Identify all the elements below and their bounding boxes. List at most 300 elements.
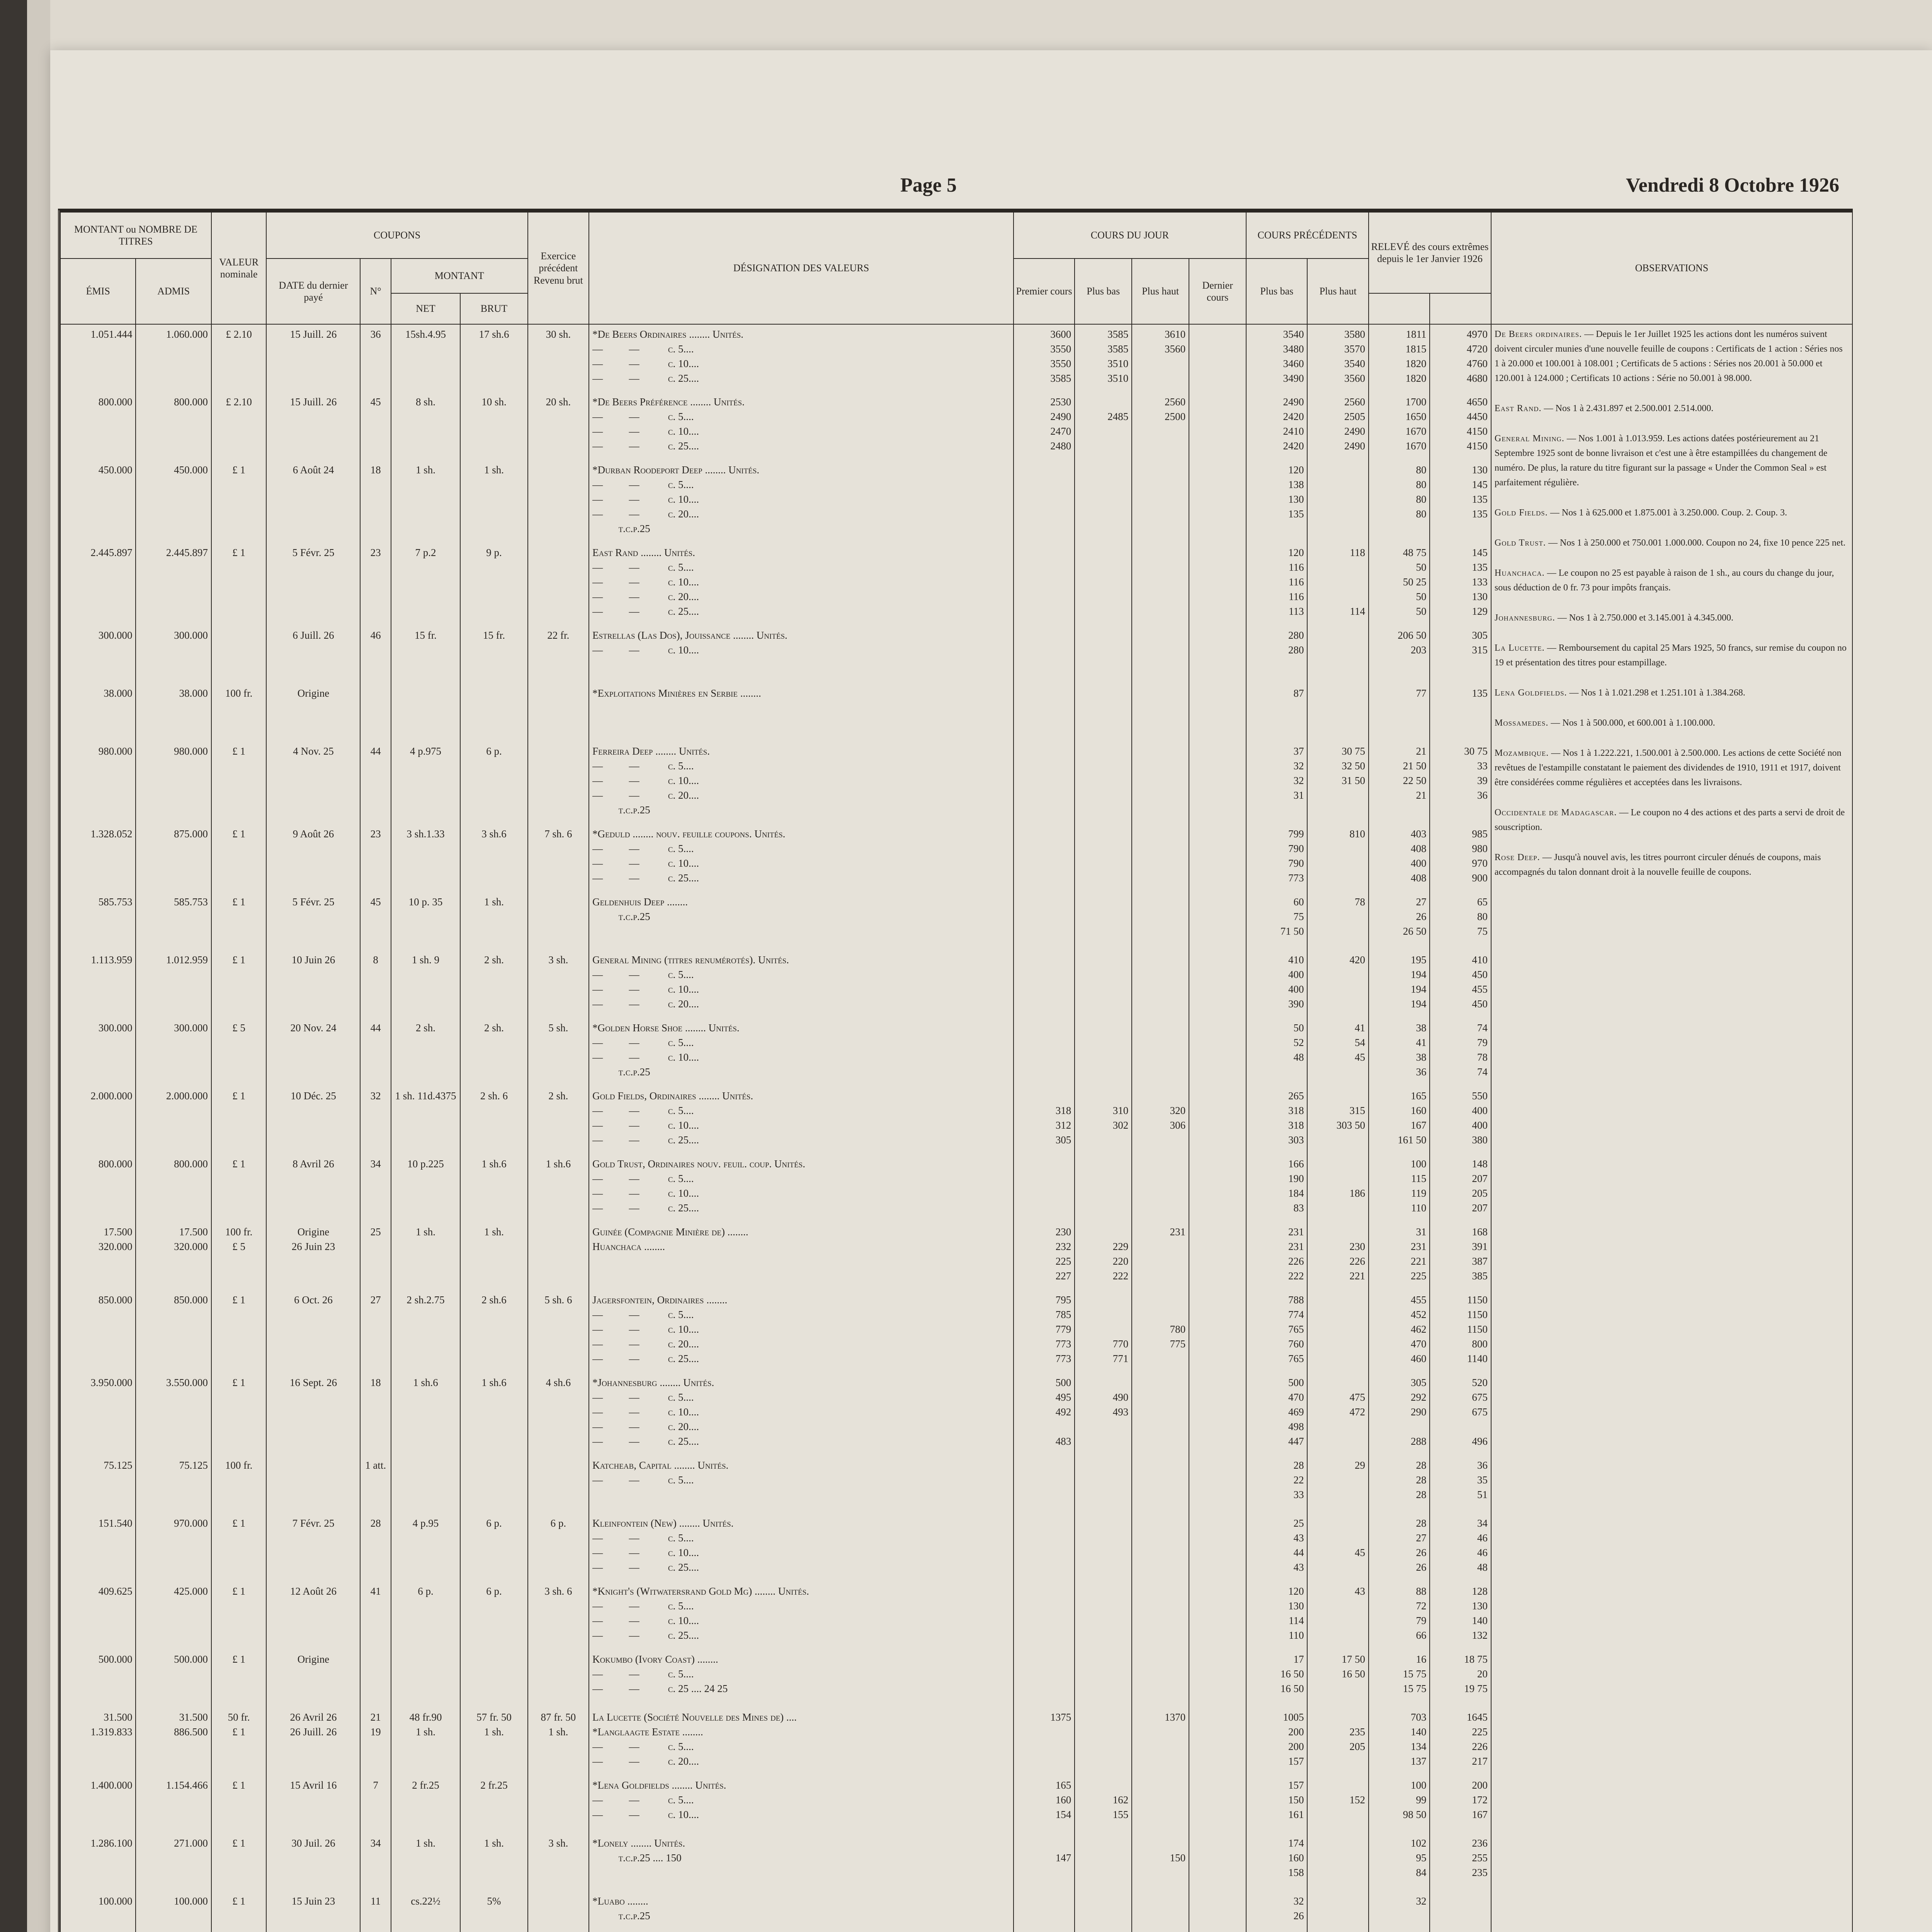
emis-cell: 2.445.897 <box>60 543 136 626</box>
plus-haut-cell <box>1132 1776 1189 1833</box>
designation-cell: *Golden Horse Shoe ........ Unités. — — c. 5.... — — c. 10.... t.c.p.25 <box>589 1018 1014 1086</box>
exercice-revenu-cell <box>528 543 589 626</box>
precedent-bas-cell: 3540 3480 3460 3490 <box>1246 324 1307 392</box>
releve-haut-cell: 305 315 <box>1430 626 1491 684</box>
precedent-bas-cell: 166 190 184 83 <box>1246 1154 1307 1222</box>
coupon-number-cell: 44 <box>360 742 391 824</box>
admis-header: ADMIS <box>136 259 211 324</box>
releve-bas-cell: 48 75 50 50 25 50 50 <box>1369 543 1430 626</box>
coupon-number-cell: 28 <box>360 1514 391 1582</box>
precedent-bas-cell: 87 <box>1246 684 1307 742</box>
releve-bas-cell: 102 95 84 <box>1369 1833 1430 1891</box>
observation-text: — Depuis le 1er Juillet 1925 les actions dont les numéros suivent doivent circuler munies d'une nouvelle feuille de coupons : Certificats de 1 action : Séries nos 1 à 20.000 et 100.001 à 108.001 ; Certificats de 5 actions : Séries nos 20.001 à 50.000 et 120.001 à 124.000 ; Certificats 10 actions : Série no 50.001 à 98.000. <box>1494 329 1843 383</box>
observation-text: — Nos 1 à 625.000 et 1.875.001 à 3.250.000. Coup. 2. Coup. 3. <box>1548 508 1787 518</box>
precedent-haut-cell: 118 114 <box>1307 543 1368 626</box>
quotation-rows <box>60 324 1852 1932</box>
admis-cell: 980.000 <box>136 742 211 824</box>
precedent-haut-cell <box>1307 1290 1368 1373</box>
exercice-revenu-cell: 4 sh.6 <box>528 1373 589 1456</box>
coupon-net-cell: 10 p. 35 <box>391 892 461 950</box>
valeur-nominale-cell: £ 1 <box>211 742 267 824</box>
observation-note <box>1495 431 1849 490</box>
observation-text: — Le coupon no 4 des actions et des parts a servi de droit de souscription. <box>1494 808 1845 832</box>
plus-bas-cell: 162 155 <box>1075 1776 1132 1833</box>
coupon-date-cell: Origine <box>266 684 360 742</box>
releve-bas-cell: 16 15 75 15 75 <box>1369 1650 1430 1708</box>
dernier-cours-cell <box>1189 1290 1246 1373</box>
admis-cell: 300.000 <box>136 1018 211 1086</box>
precedent-haut-cell: 41 54 45 <box>1307 1018 1368 1086</box>
precedent-haut-cell: 235 205 <box>1307 1708 1368 1776</box>
precedent-bas-cell: 788 774 765 760 765 <box>1246 1290 1307 1373</box>
releve-haut-cell <box>1430 1891 1491 1932</box>
exercice-revenu-cell: 87 fr. 50 1 sh. <box>528 1708 589 1776</box>
precedent-bas-cell: 265 318 318 303 <box>1246 1086 1307 1154</box>
exercice-revenu-cell <box>528 1650 589 1708</box>
designation-cell: Jagersfontein, Ordinaires ........ — — c. 5.... — — c. 10.... — — c. 20.... — — c. 25.... <box>589 1290 1014 1373</box>
precedent-bas-cell: 500 470 469 498 447 <box>1246 1373 1307 1456</box>
cours-jour-header: COURS DU JOUR <box>1014 212 1246 259</box>
admis-cell: 100.000 <box>136 1891 211 1932</box>
date-header: DATE du dernier payé <box>266 259 360 324</box>
releve-haut-cell: 520 675 675 496 <box>1430 1373 1491 1456</box>
premier-cours-cell: 165 160 154 <box>1014 1776 1075 1833</box>
designation-cell: Geldenhuis Deep ........ t.c.p.25 <box>589 892 1014 950</box>
dernier-cours-cell <box>1189 1456 1246 1514</box>
designation-cell: *De Beers Préférence ........ Unités. — — c. 5.... — — c. 10.... — — c. 25.... <box>589 392 1014 460</box>
releve-bas-cell: 31 231 221 225 <box>1369 1222 1430 1290</box>
plus-bas-cell <box>1075 543 1132 626</box>
designation-cell: General Mining (titres renumérotés). Unités. — — c. 5.... — — c. 10.... — — c. 20.... <box>589 950 1014 1018</box>
coupon-number-cell: 46 <box>360 626 391 684</box>
designation-cell: East Rand ........ Unités. — — c. 5.... — — c. 10.... — — c. 20.... — — c. 25.... <box>589 543 1014 626</box>
releve-bas-cell: 100 99 98 50 <box>1369 1776 1430 1833</box>
plus-haut-cell <box>1132 543 1189 626</box>
exercice-revenu-cell: 20 sh. <box>528 392 589 460</box>
admis-cell: 800.000 <box>136 392 211 460</box>
designation-cell: Guinée (Compagnie Minière de) ........ Huanchaca ........ <box>589 1222 1014 1290</box>
plus-haut-cell <box>1132 824 1189 892</box>
coupon-date-cell: 9 Août 26 <box>266 824 360 892</box>
coupon-net-cell: 1 sh. <box>391 1833 461 1891</box>
releve-bas-cell: 80 80 80 80 <box>1369 460 1430 543</box>
precedent-bas-cell: 2490 2420 2410 2420 <box>1246 392 1307 460</box>
admis-cell: 271.000 <box>136 1833 211 1891</box>
coupon-brut-cell: 1 sh.6 <box>460 1373 527 1456</box>
precedent-haut-cell <box>1307 460 1368 543</box>
premier-cours-cell <box>1014 1650 1075 1708</box>
releve-bas-cell: 206 50 203 <box>1369 626 1430 684</box>
coupon-net-cell: 6 p. <box>391 1582 461 1650</box>
plus-bas-cell <box>1075 1154 1132 1222</box>
emis-cell: 1.113.959 <box>60 950 136 1018</box>
valeur-nominale-cell: £ 1 <box>211 1833 267 1891</box>
valeur-nominale-cell: 50 fr. £ 1 <box>211 1708 267 1776</box>
admis-cell: 1.060.000 <box>136 324 211 392</box>
releve-bas-cell: 28 27 26 26 <box>1369 1514 1430 1582</box>
premier-cours-cell <box>1014 1514 1075 1582</box>
premier-cours-cell <box>1014 892 1075 950</box>
emis-cell: 1.286.100 <box>60 1833 136 1891</box>
designation-cell: La Lucette (Société Nouvelle des Mines de) .... *Langlaagte Estate ........ — — c. 5.... — — c. 20.... <box>589 1708 1014 1776</box>
precedent-haut-cell: 29 <box>1307 1456 1368 1514</box>
plus-haut-cell: 3610 3560 <box>1132 324 1189 392</box>
precedent-haut-cell: 810 <box>1307 824 1368 892</box>
designation-cell: *Johannesburg ........ Unités. — — c. 5.... — — c. 10.... — — c. 20.... — — c. 25.... <box>589 1373 1014 1456</box>
coupon-date-cell: 5 Févr. 25 <box>266 543 360 626</box>
dernier-cours-cell <box>1189 543 1246 626</box>
dernier-cours-cell <box>1189 324 1246 392</box>
plus-bas-cell <box>1075 950 1132 1018</box>
admis-cell: 585.753 <box>136 892 211 950</box>
releve-haut-cell: 30 75 33 39 36 <box>1430 742 1491 824</box>
releve-haut-cell: 200 172 167 <box>1430 1776 1491 1833</box>
plus-haut-header: Plus haut <box>1132 259 1189 324</box>
valeur-nominale-cell: £ 1 <box>211 824 267 892</box>
coupon-net-cell: 10 p.225 <box>391 1154 461 1222</box>
coupons-header: COUPONS <box>266 212 527 259</box>
releve-haut-cell: 36 35 51 <box>1430 1456 1491 1514</box>
releve-haut-cell: 145 135 133 130 129 <box>1430 543 1491 626</box>
coupon-net-cell: 2 sh.2.75 <box>391 1290 461 1373</box>
emis-cell: 75.125 <box>60 1456 136 1514</box>
exercice-revenu-cell: 22 fr. <box>528 626 589 684</box>
dernier-cours-cell <box>1189 1222 1246 1290</box>
releve-bas-cell: 195 194 194 194 <box>1369 950 1430 1018</box>
dernier-cours-cell <box>1189 460 1246 543</box>
admis-cell: 38.000 <box>136 684 211 742</box>
coupon-net-cell: 7 p.2 <box>391 543 461 626</box>
plus-haut-cell <box>1132 626 1189 684</box>
exercice-revenu-cell <box>528 684 589 742</box>
admis-cell: 970.000 <box>136 1514 211 1582</box>
coupon-brut-cell: 17 sh.6 <box>460 324 527 392</box>
emis-cell: 500.000 <box>60 1650 136 1708</box>
precedent-bas-cell: 410 400 400 390 <box>1246 950 1307 1018</box>
dernier-cours-cell <box>1189 1833 1246 1891</box>
releve-haut-cell: 130 145 135 135 <box>1430 460 1491 543</box>
emis-cell: 1.051.444 <box>60 324 136 392</box>
designation-cell: *Knight's (Witwatersrand Gold Mg) ........ Unités. — — c. 5.... — — c. 10.... — — c. 25.... <box>589 1582 1014 1650</box>
coupon-net-cell: 1 sh. <box>391 1222 461 1290</box>
emis-cell: 450.000 <box>60 460 136 543</box>
emis-cell: 1.400.000 <box>60 1776 136 1833</box>
releve-haut-cell: 168 391 387 385 <box>1430 1222 1491 1290</box>
coupon-number-cell: 18 <box>360 460 391 543</box>
coupon-number-cell: 8 <box>360 950 391 1018</box>
coupon-date-cell: 15 Juill. 26 <box>266 392 360 460</box>
plus-haut-cell <box>1132 742 1189 824</box>
plus-haut-cell <box>1132 460 1189 543</box>
releve-header: RELEVÉ des cours extrêmes depuis le 1er Janvier 1926 <box>1369 212 1491 293</box>
emis-cell: 100.000 <box>60 1891 136 1932</box>
releve-bas-cell: 88 72 79 66 <box>1369 1582 1430 1650</box>
coupon-date-cell: 15 Avril 16 <box>266 1776 360 1833</box>
emis-cell: 850.000 <box>60 1290 136 1373</box>
releve-bas-cell: 100 115 119 110 <box>1369 1154 1430 1222</box>
emis-cell: 980.000 <box>60 742 136 824</box>
releve-bas-cell: 455 452 462 470 460 <box>1369 1290 1430 1373</box>
net-header: NET <box>391 293 461 324</box>
coupon-net-cell: 4 p.975 <box>391 742 461 824</box>
valeur-nominale-cell: £ 1 <box>211 543 267 626</box>
plus-bas-cell <box>1075 742 1132 824</box>
precedent-bas-cell: 32 26 <box>1246 1891 1307 1932</box>
admis-cell: 500.000 <box>136 1650 211 1708</box>
coupon-brut-cell: 2 sh. <box>460 1018 527 1086</box>
coupon-net-cell: cs.22½ <box>391 1891 461 1932</box>
valeur-nominale-cell: 100 fr. <box>211 684 267 742</box>
plus-haut-cell <box>1132 1650 1189 1708</box>
observation-note <box>1495 536 1849 550</box>
observation-note <box>1495 641 1849 670</box>
valeur-nominale-cell: £ 2.10 <box>211 324 267 392</box>
observation-text: — Le coupon no 25 est payable à raison de 1 sh., au cours du change du jour, sous déduction de 0 fr. 73 pour impôts français. <box>1494 568 1834 593</box>
dernier-cours-cell <box>1189 1018 1246 1086</box>
coupon-date-cell: 5 Févr. 25 <box>266 892 360 950</box>
precedent-haut-cell: 78 <box>1307 892 1368 950</box>
observation-title: General Mining. <box>1494 434 1565 444</box>
premier-cours-cell: 3600 3550 3550 3585 <box>1014 324 1075 392</box>
precedent-haut-cell: 3580 3570 3540 3560 <box>1307 324 1368 392</box>
exercice-revenu-cell: 3 sh. <box>528 1833 589 1891</box>
coupon-number-cell: 1 att. <box>360 1456 391 1514</box>
valeur-nominale-cell: £ 1 <box>211 1514 267 1582</box>
releve-bas-cell: 1700 1650 1670 1670 <box>1369 392 1430 460</box>
admis-cell: 450.000 <box>136 460 211 543</box>
coupon-net-cell: 15 fr. <box>391 626 461 684</box>
plus-bas-cell: 229 220 222 <box>1075 1222 1132 1290</box>
exercice-revenu-cell <box>528 1456 589 1514</box>
releve-haut-header <box>1430 293 1491 324</box>
coupon-number-cell: 7 <box>360 1776 391 1833</box>
releve-haut-cell: 236 255 235 <box>1430 1833 1491 1891</box>
quotation-table-frame <box>58 209 1853 1932</box>
releve-haut-cell: 34 46 46 48 <box>1430 1514 1491 1582</box>
dernier-cours-cell <box>1189 1373 1246 1456</box>
observation-title: Mozambique. <box>1494 748 1549 758</box>
plus-bas-cell <box>1075 460 1132 543</box>
precedent-haut-cell: 420 <box>1307 950 1368 1018</box>
emis-cell: 300.000 <box>60 626 136 684</box>
coupon-date-cell: 10 Déc. 25 <box>266 1086 360 1154</box>
observation-title: Mossamedes. <box>1494 718 1549 728</box>
observation-note <box>1495 805 1849 835</box>
coupon-number-cell: 23 <box>360 824 391 892</box>
observation-note <box>1495 746 1849 790</box>
plus-haut-cell <box>1132 1018 1189 1086</box>
precedent-haut-cell: 17 50 16 50 <box>1307 1650 1368 1708</box>
observation-note <box>1495 566 1849 595</box>
dernier-cours-cell <box>1189 1650 1246 1708</box>
dernier-cours-cell <box>1189 1514 1246 1582</box>
coupon-date-cell: 20 Nov. 24 <box>266 1018 360 1086</box>
plus-bas-cell <box>1075 684 1132 742</box>
premier-cours-cell <box>1014 950 1075 1018</box>
precedent-haut-cell: 186 <box>1307 1154 1368 1222</box>
coupon-net-cell: 8 sh. <box>391 392 461 460</box>
coupon-date-cell: 8 Avril 26 <box>266 1154 360 1222</box>
coupon-brut-cell: 15 fr. <box>460 626 527 684</box>
designation-cell: *Lonely ........ Unités. t.c.p.25 .... 150 <box>589 1833 1014 1891</box>
issue-date: Vendredi 8 Octobre 1926 <box>1626 174 1839 196</box>
admis-cell: 875.000 <box>136 824 211 892</box>
prec-bas-header: Plus bas <box>1246 259 1307 324</box>
releve-bas-header <box>1369 293 1430 324</box>
coupon-brut-cell: 2 sh. 6 <box>460 1086 527 1154</box>
coupon-number-cell: 36 <box>360 324 391 392</box>
dernier-header: Dernier cours <box>1189 259 1246 324</box>
plus-haut-cell: 231 <box>1132 1222 1189 1290</box>
valeur-nominale-cell: £ 1 <box>211 1582 267 1650</box>
observation-title: Gold Trust. <box>1494 538 1546 548</box>
exercice-revenu-cell <box>528 1222 589 1290</box>
precedent-haut-cell <box>1307 1833 1368 1891</box>
plus-bas-cell <box>1075 1582 1132 1650</box>
admis-cell: 17.500 320.000 <box>136 1222 211 1290</box>
emis-cell: 2.000.000 <box>60 1086 136 1154</box>
admis-cell: 31.500 886.500 <box>136 1708 211 1776</box>
plus-haut-cell <box>1132 1456 1189 1514</box>
exercice-revenu-cell: 30 sh. <box>528 324 589 392</box>
valeur-nominale-cell: £ 1 <box>211 460 267 543</box>
precedent-haut-cell: 2560 2505 2490 2490 <box>1307 392 1368 460</box>
observation-text: — Nos 1 à 2.750.000 et 3.145.001 à 4.345.000. <box>1555 613 1734 623</box>
designation-cell: Gold Trust, Ordinaires nouv. feuil. coup. Unités. — — c. 5.... — — c. 10.... — — c. 25.... <box>589 1154 1014 1222</box>
plus-haut-cell <box>1132 1891 1189 1932</box>
coupon-number-cell <box>360 1650 391 1708</box>
montant-sub-header: MONTANT <box>391 259 528 293</box>
premier-cours-cell: 147 <box>1014 1833 1075 1891</box>
emis-cell: 585.753 <box>60 892 136 950</box>
coupon-brut-cell: 5% <box>460 1891 527 1932</box>
valeur-nominale-cell: 100 fr. £ 5 <box>211 1222 267 1290</box>
dernier-cours-cell <box>1189 1582 1246 1650</box>
dernier-cours-cell <box>1189 1776 1246 1833</box>
releve-haut-cell: 128 130 140 132 <box>1430 1582 1491 1650</box>
valeur-nominale-cell: £ 1 <box>211 1290 267 1373</box>
observation-title: Occidentale de Madagascar. <box>1494 808 1617 818</box>
observation-note <box>1495 401 1849 416</box>
plus-bas-cell: 490 493 <box>1075 1373 1132 1456</box>
coupon-date-cell: 10 Juin 26 <box>266 950 360 1018</box>
precedent-bas-cell: 120 116 116 116 113 <box>1246 543 1307 626</box>
precedent-haut-cell <box>1307 626 1368 684</box>
precedent-haut-cell: 43 <box>1307 1582 1368 1650</box>
releve-bas-cell: 703 140 134 137 <box>1369 1708 1430 1776</box>
coupon-number-cell: 18 <box>360 1373 391 1456</box>
observation-note <box>1495 850 1849 879</box>
precedent-bas-cell: 174 160 158 <box>1246 1833 1307 1891</box>
exercice-revenu-cell <box>528 742 589 824</box>
coupon-brut-cell: 2 sh. <box>460 950 527 1018</box>
observation-title: Gold Fields. <box>1494 508 1548 518</box>
coupon-date-cell: Origine 26 Juin 23 <box>266 1222 360 1290</box>
releve-haut-cell: 18 75 20 19 75 <box>1430 1650 1491 1708</box>
precedent-bas-cell: 25 43 44 43 <box>1246 1514 1307 1582</box>
dernier-cours-cell <box>1189 892 1246 950</box>
coupon-number-cell: 25 <box>360 1222 391 1290</box>
releve-haut-cell: 4970 4720 4760 4680 <box>1430 324 1491 392</box>
releve-bas-cell: 32 <box>1369 1891 1430 1932</box>
coupon-brut-cell: 1 sh. <box>460 1222 527 1290</box>
designation-cell: Katcheab, Capital ........ Unités. — — c. 5.... <box>589 1456 1014 1514</box>
cours-precedents-header: COURS PRÉCÉDENTS <box>1246 212 1369 259</box>
plus-bas-cell <box>1075 1708 1132 1776</box>
premier-cours-cell <box>1014 684 1075 742</box>
coupon-date-cell: 4 Nov. 25 <box>266 742 360 824</box>
exercice-revenu-cell <box>528 1891 589 1932</box>
coupon-net-cell: 3 sh.1.33 <box>391 824 461 892</box>
admis-cell: 300.000 <box>136 626 211 684</box>
plus-bas-cell <box>1075 1650 1132 1708</box>
precedent-bas-cell: 231 231 226 222 <box>1246 1222 1307 1290</box>
releve-bas-cell: 403 408 400 408 <box>1369 824 1430 892</box>
montant-header: MONTANT ou NOMBRE DE TITRES <box>60 212 211 259</box>
admis-cell: 800.000 <box>136 1154 211 1222</box>
observation-title: Rose Deep. <box>1494 852 1540 862</box>
coupon-date-cell: 6 Juill. 26 <box>266 626 360 684</box>
valeur-nominale-cell: 100 fr. <box>211 1456 267 1514</box>
precedent-bas-cell: 120 138 130 135 <box>1246 460 1307 543</box>
valeur-nominale-cell: £ 2.10 <box>211 392 267 460</box>
precedent-bas-cell: 37 32 32 31 <box>1246 742 1307 824</box>
coupon-number-cell: 34 <box>360 1154 391 1222</box>
premier-cours-cell <box>1014 543 1075 626</box>
designation-cell: *Geduld ........ nouv. feuille coupons. Unités. — — c. 5.... — — c. 10.... — — c. 25.... <box>589 824 1014 892</box>
prec-haut-header: Plus haut <box>1307 259 1368 324</box>
coupon-brut-cell: 2 fr.25 <box>460 1776 527 1833</box>
coupon-net-cell <box>391 1650 461 1708</box>
coupon-net-cell: 48 fr.90 1 sh. <box>391 1708 461 1776</box>
admis-cell: 2.000.000 <box>136 1086 211 1154</box>
premier-cours-cell <box>1014 742 1075 824</box>
releve-haut-cell: 1645 225 226 217 <box>1430 1708 1491 1776</box>
plus-bas-cell: 770 771 <box>1075 1290 1132 1373</box>
releve-bas-cell: 27 26 26 50 <box>1369 892 1430 950</box>
no-header: N° <box>360 259 391 324</box>
emis-cell: 300.000 <box>60 1018 136 1086</box>
coupon-date-cell: 6 Oct. 26 <box>266 1290 360 1373</box>
observations-header: OBSERVATIONS <box>1491 212 1852 324</box>
coupon-net-cell <box>391 1456 461 1514</box>
premier-cours-cell: 230 232 225 227 <box>1014 1222 1075 1290</box>
coupon-brut-cell: 1 sh. <box>460 892 527 950</box>
coupon-brut-cell: 2 sh.6 <box>460 1290 527 1373</box>
releve-haut-cell: 550 400 400 380 <box>1430 1086 1491 1154</box>
designation-header: DÉSIGNATION DES VALEURS <box>589 212 1014 324</box>
admis-cell: 3.550.000 <box>136 1373 211 1456</box>
precedent-bas-cell: 50 52 48 <box>1246 1018 1307 1086</box>
plus-haut-cell <box>1132 1154 1189 1222</box>
observation-text: — Nos 1 à 2.431.897 et 2.500.001 2.514.000. <box>1541 403 1714 413</box>
plus-haut-cell <box>1132 684 1189 742</box>
coupon-date-cell: 26 Avril 26 26 Juill. 26 <box>266 1708 360 1776</box>
observation-note <box>1495 716 1849 730</box>
observation-text: — Nos 1 à 500.000, et 600.001 à 1.100.000. <box>1548 718 1715 728</box>
plus-bas-cell <box>1075 892 1132 950</box>
plus-bas-cell <box>1075 824 1132 892</box>
releve-bas-cell: 21 21 50 22 50 21 <box>1369 742 1430 824</box>
designation-cell: Gold Fields, Ordinaires ........ Unités. — — c. 5.... — — c. 10.... — — c. 25.... <box>589 1086 1014 1154</box>
premier-cours-cell <box>1014 1154 1075 1222</box>
coupon-brut-cell: 3 sh.6 <box>460 824 527 892</box>
precedent-haut-cell: 152 <box>1307 1776 1368 1833</box>
dernier-cours-cell <box>1189 626 1246 684</box>
premier-cours-cell: 500 495 492 483 <box>1014 1373 1075 1456</box>
coupon-date-cell: Origine <box>266 1650 360 1708</box>
exercice-revenu-cell: 3 sh. <box>528 950 589 1018</box>
